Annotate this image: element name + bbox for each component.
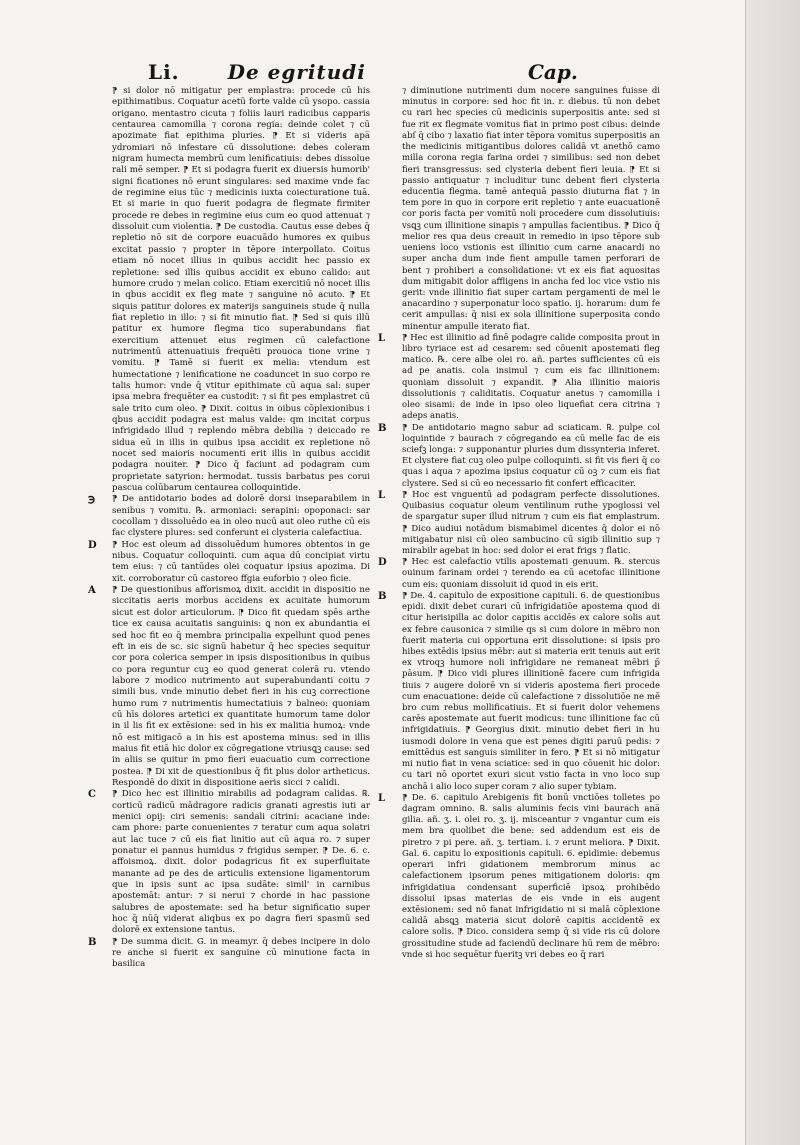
marginal-letter: L [378, 332, 386, 344]
right-text-column [378, 86, 660, 986]
left-text-column [88, 86, 370, 1116]
paragraph-text: ⁋ De antidotario bodes ad dolorē dorsi inseparabilem in senibus ⁊ vomitu. ℞. armoniaci: serapini: opoponaci: sar cocollam ⁊ dissoluēdo ea in oleo nucū aut oleo ruthe cū eis fac clystere plures: sed conferunt ei clysteria calefactiua. [112, 494, 370, 539]
marginal-letter: A [88, 585, 96, 597]
marginal-letter: D [378, 557, 387, 569]
marginal-letter: B [88, 936, 97, 948]
text-paragraph [378, 557, 660, 591]
marginal-letter: ℈ [88, 494, 95, 506]
text-paragraph [378, 332, 660, 423]
paragraph-text: ⁋ Hoc est oleum ad dissoluēdum humores obtentos in ge nibus. Coquatur colloquinti. cum aqua dū concipiat virtu tem eius: ⁊ cū tantūdes olei coquatur ipsius apozima. Di xit. corroboratur cū castoreo ffgia euforbio ⁊ oleo ficie. [112, 539, 370, 584]
marginal-letter: B [378, 422, 387, 434]
marginal-letter: C [88, 789, 96, 801]
text-paragraph [88, 494, 370, 539]
text-paragraph [88, 936, 370, 971]
marginal-letter: L [378, 489, 386, 501]
paragraph-text: ⁋ De questionibus afforismoꝝ dixit. accidit in dispositio ne siccitatis aeris morbus accidens ex acuitate humorum sicut est dolor articulorum. ⁋ Dico fit quedam spēs arthe tice ex causa acuitatis sanguinis: ꝗ non ex abundantia ei sed hoc fit eo q̄ membra principalia expellunt quod penes eft in eis de sc. sic signū habetur q̄ hec species sequitur cor pora colerica semper in ipsis dispositionibus in quibus co pora reguntur cuꝫ eo quod generat colerā ru. vtendo labore ⁊ modico nutrimento aut superabundanti coitu ⁊ simili bus. vnde minutio debet fieri in his cuꝫ correctione humo rum ⁊ nutrimentis humectatiuis ⁊ balneo: quoniam cū hīs dolores artetici ex quantitate humorum tame dolor in il lis fit ex extēsione: sed in his ex malitia humoꝝ: vnde nō est mitigacō a in his est apostema minus: sed in illis maius fit etiā hic dolor ex cōgregatione vtriusꝗꝫ cause: sed in aliis se quitur in pmo fieri euacuatio cum correctione postea. ⁋ Di xit de questionibus q̄ fit plus dolor artheticus. Respondē do dixit in dispositione aeris sicci ⁊ calidi. [112, 585, 370, 788]
paragraph-text: ⁊ diminutione nutrimenti dum nocere sanguines fuisse di minutus in corpore: sed hoc fit in. r. diebus. tū non debet cu rari hec species cū medicinis superpositis ante: sed si fue rit ex flegmate vomitus fiat in primo post cibus: deinde abſ q̄ cibo ⁊ laxatio fiat inter tēpora vomitus superpositis an the medicinis mitigantibus dolores calidā vt anethō camo milla corona regia farina ordei ⁊ similibus: sed non debet fieri transgressus: sed clysteria debent fieri leuia. ⁋ Et si passio antiquatur ⁊ includitur tunc debent fieri clysteria educentia flegma. tamē antequā passio diuturna fiat ⁊ in tem pore in quo in corpore erit repletio ⁊ ante euacuationē cor poris facta per vomitū noli procedere cum dissolutiuis: vsꝗꝫ cum illinitione sinapis ⁊ ampullas facientibus. ⁋ Dico q̄ melior res qua deus creauit in remedio in ipso tēpore sub ueniens loco vstionis est illinitio cum carne anacardi no super ancha dum inde fient ampulle tamen perforari de bent ⁊ prohiberi a consolidatione: vt ex eis fiat aquositas dum mitigabit dolor affligens in ancha fed loc vice vstio nis gerit: vnde illinitio fiat super cartam pergamenti de mel le anacardino ⁊ superponatur loco spatio. ij. horarum: dum fe cerit ampullas: q̄ nisi ex sola illinitione superposita condo minentur ampulle iterato fiat. [402, 86, 660, 332]
text-paragraph [402, 86, 660, 333]
paragraph-text: ⁋ De summa dicit. G. in meamyr. q̄ debes incipere in dolo re anche si fuerit ex sanguine cū minutione facta in basilica [112, 936, 370, 970]
adjacent-page-edge [745, 0, 800, 1145]
running-head-right: Cap. [528, 60, 578, 84]
text-paragraph [88, 789, 370, 936]
paragraph-text: ⁋ De antidotario magno sabur ad sciaticam. ℞. pulpe col loquintide ⁊ baurach ⁊ cōgregando ea cū melle fac de eis sciefꝫ longa: ⁊ supponantur pluries dum dissynteria inferet. Et clystere fiat cuꝫ oleo pulpe colloquinti. si fit vis fieri q̄ co quas i aqua ⁊ apozima ipsius coquatur cū oꝫ ⁊ cum eis fiat clystere. Sed si cū eo necessario fit confert efficaciter. [402, 422, 660, 489]
marginal-letter: D [88, 539, 97, 551]
text-paragraph [378, 792, 660, 961]
text-paragraph [378, 489, 660, 557]
paragraph-text: ⁋ si dolor nō mitigatur per emplastra: procede cū his epithimatibus. Coquatur acetū forte valde cū ysopo. cassia origano. mentastro cicuta ⁊ foliis lauri radicibus capparis centaurea camomilla ⁊ corona regia: deinde colet ⁊ cū apozimate fiat epithima pluries. ⁋ Et si videris apa̅ ydromiari nō infestare cū dissolutione: debes coleram nigram humecta membrū cum lenificatiuis: debes dissolue rali mē semper. ⁋ Et si podagra fuerit ex diuersis humorib' signi ficationes nō erunt singulares: sed maxime vnde fac de regimine eius tūc ⁊ medicinis iuxta coiecturatione tuā. Et si marie in quo fuerit podagra de flegmate firmiter procede re debes in regimine eius cum eo quod attenuat ⁊ dissoluit cum violentia. ⁋ De custodia. Cautus esse debes q̄ repletio nō sit de corpore euacuādo humores ex quibus excitat passio ⁊ propter in tēpore interpollato. Coitus etiam nō nocet illius in quibus accidit hec passio ex repletione: sed illis quibus accidit ex ebuno calido: aut humore crudo ⁊ melan colico. Etiam exercitiū nō nocet illis in qbus accidit ex fleg mate ⁊ sanguine nō acuto. ⁋ Et siquis patitur dolores ex materijs sanguineis stude q̄ nulla fiat repletio in illo: ⁊ si fit minutio fiat. ⁋ Sed si quis illū patitur ex humore flegma tico superabundans fiat exercitium attenuet eius regimen cū calefactione nutrimentū attenuatiuis frequēti prouoca tione vrine ⁊ vomitu. ⁋ Tamē si fuerit ex melia: vtendum est humectatione ⁊ lenificatione ne coaduncet in suo corpo re talis humor: vnde q̄ vtitur epithimate cū aqua sal: super ipsa mebra frequēter ea custodit: ⁊ si fit pes emplastret cū sale trito cum oleo. ⁋ Dixit. coitus in oibus cōplexionibus i qbus accidit podagra est malus valde: qm incitat corpus infrigidado illud ⁊ replendo mēbra debilia ⁊ deiccado re sidua eū in illis in quibus ipsa accidit ex repletione nō nocet sed maioris nocumenti erit illis in quibus accidit podagra nouiter. ⁋ Dico q̄ faciunt ad podagram cum proprietate satyrion: hermodat. tussis barbatus pes corui pascua colūbarum centaurea colloquintide. [112, 86, 370, 494]
marginal-letter: L [378, 792, 386, 804]
paragraph-text: ⁋ Hoc est vnguentū ad podagram perfecte dissolutiones. Quibasius coquatur oleum ventilinum ruthe ypoglossi vel de spargatur super illud nitrum ⁊ cum eis fiat emplastrum. ⁋ Dico audiui notādum bismabimel dicentes q̄ dolor ei nō mitigabatur nisi cū oleo sambucino cū sigib illinitio sup ⁊ mirabilr agebat in hoc: sed dolor ei erat frigs ⁊ flatic. [402, 489, 660, 556]
marginal-letter: B [378, 590, 387, 602]
paragraph-text: ⁋ Dico hec est illinitio mirabilis ad podagram calidas. ℞. corticū radicū mādragore radicis granati agrestis iuti ar menici opij: ciri semenis: sandali citrini: acaciane inde: cam phore: parte conuenientes ⁊ teratur cum aqua solatri aut lac tuce ⁊ cū eis fiat linitio aut cū aqua ro. ⁊ super ponatur ei pannus humidus ⁊ frigidus semper. ⁋ De. 6. c. affoismoꝝ. dixit. dolor podagricus fit ex superfluitate manante ad pe des de articulis extensione ligamentorum que in ipsis sunt ac ipsa sudāte: simil' in carnibus apostemāt: antur: ⁊ si nerui ⁊ chorde in hac passione salubres de apostemate: sed ha betur significatio super hoc q̄ nūq̄ viderat aliqbus ex po dagra fieri spasmū sed dolorē ex extensione tantus. [112, 789, 370, 936]
paragraph-text: ⁋ De. 6. capitulo Arebigenis fit bonū vnctiōes tolletes po dagram omnino. ℞. salis aluminis fecis vini baurach ana̅ gilia. añ. ʒ. i. olei ro. ʒ. ij. misceantur ⁊ vngantur cum eis mem bra quolibet die bene: sed addendum est eis de piretro ⁊ pi pere. añ. ʒ. tertiam. i. ⁊ erunt meliora. ⁋ Dixit. Gal. 6. capitu lo expositionis capituli. 6. epidimie: debemus operari infri gidationem membrorum minus ac calefactionem ipsorum penes mitigationem doloris: qm infrigidatiua condensant superficiē ipsoꝝ prohibēdo dissolui ipsas materias de eis vnde in eis augent extēsionem: sed nō fanat infrigidatio ni si malā cōplexione calidā absꝗꝫ materia sicut dolorē capitis accidentē ex calore solis. ⁋ Dico. considera semp q̄ si vide ris cū dolore grossitudine stude ad faciendū declinare hū rem de mēbro: vnde si hoc sequētur fueritꝫ vri debes eo q̄ rari [402, 792, 660, 960]
text-paragraph [112, 86, 370, 494]
paragraph-text: ⁋ De. 4. capitulo de expositione capituli. 6. de questionibus epidi. dixit debet curari cū infrigidatiōe apostema quod di citur herisipilla ac dolor capitis accidēs ex calore solis aut ex febre causonica ⁊ similie qs si cum dolore in mēbro non fuerit materia cui opportuna erit dissolutione: si ipsis pro hibes extēdis ipsius mēbr: aut si materia erit tenuis aut erit ex vtroqꝫ humore noli infrigidare ne remaneat mēbri p̄ pāsum. ⁋ Dico vidi plures illinitionē facere cum infrigida tiuis ⁊ augere dolorē vn si videris apostema fieri procede cum enacuatione: deide cū calefactione ⁊ dissolutiōe ne mē bro cum rebus mollificatiuis. Et si fuerit dolor vehemens carēs apostemate aut fuerit modicus: tunc illinitione fac cū infrigidatiuis. ⁋ Georgius dixit. minutio debet fieri in hu iusmodi dolore in vena que est penes digiti paruū pedis: ⁊ emittēdus est sanguis similiter in fero. ⁋ Et si nō mitigatur mi nutio fiat in vena sciatice: sed in quo cōuenit hic dolor: cu tari nō oportet exuri sicut vstio facta in vno loco sup anchā i alio loco super coram ⁊ alio super tybiam. [402, 590, 660, 792]
text-paragraph [88, 539, 370, 585]
paragraph-text: ⁋ Hec est illinitio ad finē podagre calide composita prout in libro tyriace est ad cesarem: sed cōuenit apostemati fleg matico. ℞. cere albe olei ro. añ. partes sufficientes cū eis ad pe anatis. cola insimul ⁊ cum eis fac illinitionem: quoniam dissoluit ⁊ expandit. ⁋ Alia illinitio maioris dissolutionis ⁊ caliditatis. Coquatur anetus ⁊ camomilla i oleo sisami: de inde in ipso oleo liquefiat cera citrina ⁊ adeps anatis. [402, 332, 660, 422]
text-paragraph [88, 585, 370, 789]
running-head-left [148, 60, 366, 84]
folio-number: Li. [148, 60, 180, 84]
paragraph-text: ⁋ Hec est calefactio vtilis apostemati genuum. ℞. stercus ouinum farinam ordei ⁊ terendo ea cū acetofac illinitione cum eis: quoniam dissoluit id quod in eis erit. [402, 557, 660, 590]
text-paragraph [378, 422, 660, 490]
running-title: De egritudi [227, 60, 366, 84]
text-paragraph [378, 590, 660, 793]
